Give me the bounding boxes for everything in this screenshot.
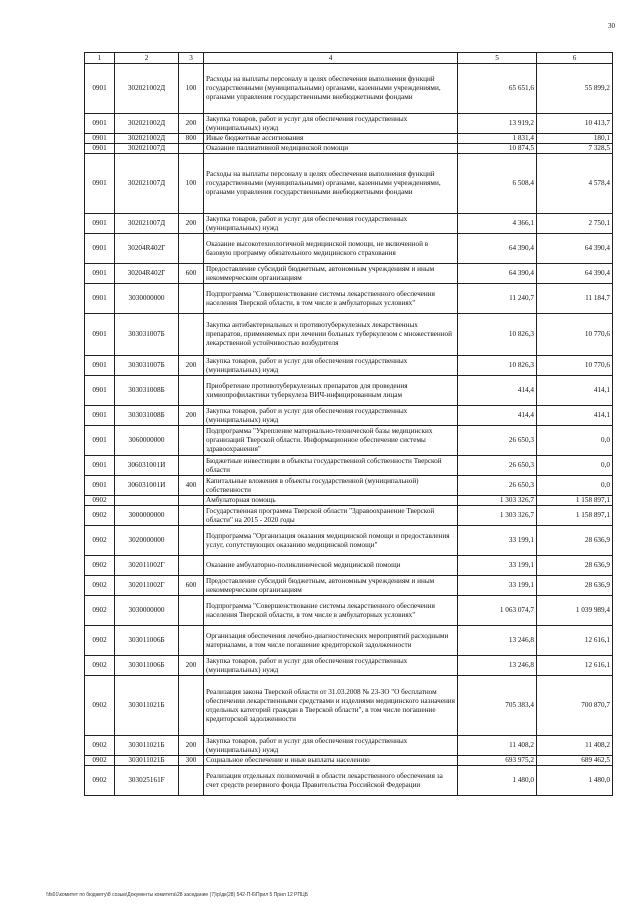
expense-type-cell: 100 bbox=[179, 154, 204, 214]
target-article-cell: 303031008Б bbox=[115, 376, 179, 406]
table-row bbox=[85, 154, 613, 214]
actual-amount-cell: 64 390,4 bbox=[537, 234, 613, 264]
table-row bbox=[85, 576, 613, 596]
plan-amount-cell: 414,4 bbox=[458, 406, 537, 426]
actual-amount-cell: 10 770,6 bbox=[537, 314, 613, 356]
column-header: 2 bbox=[115, 53, 179, 64]
section-code-cell: 0901 bbox=[85, 376, 115, 406]
section-code-cell: 0901 bbox=[85, 234, 115, 264]
plan-amount-cell: 414,4 bbox=[458, 376, 537, 406]
item-name-cell: Расходы на выплаты персоналу в целях обеспечения выполнения функций государственными (муниципальными) органами, казенными учреждениями, органами управления государственными внебюджетными фондами bbox=[204, 64, 458, 114]
table-row bbox=[85, 134, 613, 144]
expense-type-cell bbox=[179, 456, 204, 476]
target-article-cell: 303025161F bbox=[115, 766, 179, 796]
actual-amount-cell: 10 413,7 bbox=[537, 114, 613, 134]
target-article-cell: 306031001И bbox=[115, 456, 179, 476]
target-article-cell: 303031007Б bbox=[115, 314, 179, 356]
footer-file-path: \\fs01\комитет по бюджету\8 созыв\Документы комитета\28 заседание (7)\р\дк(28) 542-П-6\Прил 5 Прил 12 РПЦБ bbox=[46, 892, 309, 898]
actual-amount-cell: 12 616,1 bbox=[537, 656, 613, 676]
item-name-cell: Социальное обеспечение и иные выплаты населению bbox=[204, 756, 458, 766]
target-article-cell: 302021002Д bbox=[115, 134, 179, 144]
actual-amount-cell: 7 328,5 bbox=[537, 144, 613, 154]
plan-amount-cell: 10 826,3 bbox=[458, 314, 537, 356]
actual-amount-cell: 1 158 897,1 bbox=[537, 496, 613, 506]
plan-amount-cell: 13 919,2 bbox=[458, 114, 537, 134]
expense-type-cell: 200 bbox=[179, 356, 204, 376]
table-row bbox=[85, 496, 613, 506]
target-article-cell: 3000000000 bbox=[115, 506, 179, 526]
actual-amount-cell: 4 578,4 bbox=[537, 154, 613, 214]
expense-type-cell bbox=[179, 676, 204, 736]
budget-table bbox=[84, 52, 613, 796]
item-name-cell: Оказание паллиативной медицинской помощи bbox=[204, 144, 458, 154]
target-article-cell: 3030000000 bbox=[115, 596, 179, 626]
expense-type-cell bbox=[179, 314, 204, 356]
target-article-cell: 30204R402Г bbox=[115, 234, 179, 264]
actual-amount-cell: 28 636,9 bbox=[537, 526, 613, 556]
table-row bbox=[85, 144, 613, 154]
item-name-cell: Реализация отдельных полномочий в области лекарственного обеспечения за счет средств резервного фонда Правительства Российской Федерации bbox=[204, 766, 458, 796]
section-code-cell: 0902 bbox=[85, 496, 115, 506]
actual-amount-cell: 28 636,9 bbox=[537, 576, 613, 596]
target-article-cell: 302021007Д bbox=[115, 144, 179, 154]
actual-amount-cell: 1 158 897,1 bbox=[537, 506, 613, 526]
expense-type-cell: 600 bbox=[179, 576, 204, 596]
plan-amount-cell: 1 480,0 bbox=[458, 766, 537, 796]
expense-type-cell: 200 bbox=[179, 214, 204, 234]
target-article-cell: 303011021Б bbox=[115, 676, 179, 736]
item-name-cell: Приобретение противотуберкулезных препаратов для проведения химиопрофилактики туберкулеза ВИЧ-инфицированным лицам bbox=[204, 376, 458, 406]
page-number: 30 bbox=[608, 22, 615, 30]
target-article-cell: 302011002Г bbox=[115, 556, 179, 576]
section-code-cell: 0901 bbox=[85, 134, 115, 144]
actual-amount-cell: 180,1 bbox=[537, 134, 613, 144]
plan-amount-cell: 33 199,1 bbox=[458, 556, 537, 576]
item-name-cell: Подпрограмма "Организация оказания медицинской помощи и предоставления услуг, сопутствующих оказанию медицинской помощи" bbox=[204, 526, 458, 556]
table-row bbox=[85, 356, 613, 376]
expense-type-cell bbox=[179, 506, 204, 526]
column-header: 1 bbox=[85, 53, 115, 64]
section-code-cell: 0901 bbox=[85, 426, 115, 456]
section-code-cell: 0902 bbox=[85, 506, 115, 526]
table-row bbox=[85, 526, 613, 556]
actual-amount-cell: 10 770,6 bbox=[537, 356, 613, 376]
item-name-cell: Оказание высокотехнологичной медицинской помощи, не включенной в базовую программу обязательного медицинского страхования bbox=[204, 234, 458, 264]
actual-amount-cell: 2 750,1 bbox=[537, 214, 613, 234]
table-row bbox=[85, 596, 613, 626]
actual-amount-cell: 689 462,5 bbox=[537, 756, 613, 766]
expense-type-cell: 200 bbox=[179, 736, 204, 756]
table-row bbox=[85, 406, 613, 426]
section-code-cell: 0901 bbox=[85, 356, 115, 376]
item-name-cell: Реализация закона Тверской области от 31.03.2008 № 23-ЗО "О бесплатном обеспечении лекарственными средствами и изделиями медицинского назначения отдельных категорий граждан в Тверской области", в том числе погашение кредиторской задолженности bbox=[204, 676, 458, 736]
item-name-cell: Закупка товаров, работ и услуг для обеспечения государственных (муниципальных) нужд bbox=[204, 214, 458, 234]
plan-amount-cell: 10 826,3 bbox=[458, 356, 537, 376]
table-row bbox=[85, 756, 613, 766]
plan-amount-cell: 693 975,2 bbox=[458, 756, 537, 766]
item-name-cell: Подпрограмма "Совершенствование системы лекарственного обеспечения населения Тверской области, в том числе в амбулаторных условиях" bbox=[204, 596, 458, 626]
item-name-cell: Бюджетные инвестиции в объекты государственной собственности Тверской области bbox=[204, 456, 458, 476]
table-row bbox=[85, 766, 613, 796]
expense-type-cell bbox=[179, 766, 204, 796]
section-code-cell: 0901 bbox=[85, 476, 115, 496]
expense-type-cell: 200 bbox=[179, 656, 204, 676]
item-name-cell: Закупка товаров, работ и услуг для обеспечения государственных (муниципальных) нужд bbox=[204, 406, 458, 426]
table-row bbox=[85, 556, 613, 576]
section-code-cell: 0902 bbox=[85, 766, 115, 796]
actual-amount-cell: 28 636,9 bbox=[537, 556, 613, 576]
column-header: 6 bbox=[537, 53, 613, 64]
section-code-cell: 0902 bbox=[85, 576, 115, 596]
section-code-cell: 0901 bbox=[85, 144, 115, 154]
table-row bbox=[85, 506, 613, 526]
plan-amount-cell: 33 199,1 bbox=[458, 526, 537, 556]
expense-type-cell bbox=[179, 234, 204, 264]
target-article-cell: 302021007Д bbox=[115, 154, 179, 214]
section-code-cell: 0902 bbox=[85, 556, 115, 576]
expense-type-cell: 400 bbox=[179, 476, 204, 496]
plan-amount-cell: 10 874,5 bbox=[458, 144, 537, 154]
expense-type-cell bbox=[179, 526, 204, 556]
plan-amount-cell: 4 366,1 bbox=[458, 214, 537, 234]
section-code-cell: 0902 bbox=[85, 526, 115, 556]
table-row bbox=[85, 476, 613, 496]
target-article-cell: 30204R402Г bbox=[115, 264, 179, 284]
table-row bbox=[85, 376, 613, 406]
expense-type-cell bbox=[179, 376, 204, 406]
expense-type-cell bbox=[179, 626, 204, 656]
item-name-cell: Иные бюджетные ассигнования bbox=[204, 134, 458, 144]
plan-amount-cell: 64 390,4 bbox=[458, 264, 537, 284]
section-code-cell: 0901 bbox=[85, 456, 115, 476]
item-name-cell: Расходы на выплаты персоналу в целях обеспечения выполнения функций государственными (муниципальными) органами, казенными учреждениями, органами управления государственными внебюджетными фондами bbox=[204, 154, 458, 214]
item-name-cell: Предоставление субсидий бюджетным, автономным учреждениям и иным некоммерческим организациям bbox=[204, 576, 458, 596]
plan-amount-cell: 26 650,3 bbox=[458, 426, 537, 456]
table-row bbox=[85, 736, 613, 756]
target-article-cell: 303031007Б bbox=[115, 356, 179, 376]
table-row bbox=[85, 656, 613, 676]
table-row bbox=[85, 284, 613, 314]
expense-type-cell bbox=[179, 284, 204, 314]
table-row bbox=[85, 676, 613, 736]
target-article-cell: 302021007Д bbox=[115, 214, 179, 234]
section-code-cell: 0902 bbox=[85, 626, 115, 656]
actual-amount-cell: 700 870,7 bbox=[537, 676, 613, 736]
actual-amount-cell: 414,1 bbox=[537, 406, 613, 426]
section-code-cell: 0902 bbox=[85, 656, 115, 676]
item-name-cell: Предоставление субсидий бюджетным, автономным учреждениям и иным некоммерческим организациям bbox=[204, 264, 458, 284]
actual-amount-cell: 12 616,1 bbox=[537, 626, 613, 656]
item-name-cell: Организация обеспечения лечебно-диагностических мероприятий расходными материалами, в том числе погашение кредиторской задолженности bbox=[204, 626, 458, 656]
target-article-cell: 303011006Б bbox=[115, 656, 179, 676]
item-name-cell: Закупка товаров, работ и услуг для обеспечения государственных (муниципальных) нужд bbox=[204, 656, 458, 676]
target-article-cell bbox=[115, 496, 179, 506]
header-row bbox=[85, 53, 613, 64]
target-article-cell: 303011021Б bbox=[115, 756, 179, 766]
expense-type-cell bbox=[179, 426, 204, 456]
item-name-cell: Капитальные вложения в объекты государственной (муниципальной) собственности bbox=[204, 476, 458, 496]
expense-type-cell bbox=[179, 496, 204, 506]
table-row bbox=[85, 426, 613, 456]
expense-type-cell: 300 bbox=[179, 756, 204, 766]
actual-amount-cell: 0,0 bbox=[537, 476, 613, 496]
expense-type-cell bbox=[179, 596, 204, 626]
actual-amount-cell: 64 390,4 bbox=[537, 264, 613, 284]
target-article-cell: 3030000000 bbox=[115, 284, 179, 314]
target-article-cell: 303011006Б bbox=[115, 626, 179, 656]
table-row bbox=[85, 456, 613, 476]
plan-amount-cell: 26 650,3 bbox=[458, 476, 537, 496]
table-row bbox=[85, 64, 613, 114]
actual-amount-cell: 414,1 bbox=[537, 376, 613, 406]
section-code-cell: 0901 bbox=[85, 406, 115, 426]
section-code-cell: 0901 bbox=[85, 154, 115, 214]
plan-amount-cell: 65 651,6 bbox=[458, 64, 537, 114]
target-article-cell: 3060000000 bbox=[115, 426, 179, 456]
expense-type-cell bbox=[179, 556, 204, 576]
table-row bbox=[85, 626, 613, 656]
item-name-cell: Амбулаторная помощь bbox=[204, 496, 458, 506]
target-article-cell: 302021002Д bbox=[115, 114, 179, 134]
plan-amount-cell: 1 303 326,7 bbox=[458, 506, 537, 526]
expense-type-cell: 200 bbox=[179, 114, 204, 134]
section-code-cell: 0902 bbox=[85, 736, 115, 756]
target-article-cell: 302011002Г bbox=[115, 576, 179, 596]
section-code-cell: 0901 bbox=[85, 284, 115, 314]
plan-amount-cell: 33 199,1 bbox=[458, 576, 537, 596]
item-name-cell: Закупка антибактериальных и противотуберкулезных лекарственных препаратов, применяемых при лечении больных туберкулезом с множественной лекарственной устойчивостью возбудителя bbox=[204, 314, 458, 356]
section-code-cell: 0901 bbox=[85, 114, 115, 134]
section-code-cell: 0901 bbox=[85, 64, 115, 114]
section-code-cell: 0902 bbox=[85, 596, 115, 626]
plan-amount-cell: 705 383,4 bbox=[458, 676, 537, 736]
actual-amount-cell: 55 899,2 bbox=[537, 64, 613, 114]
plan-amount-cell: 11 408,2 bbox=[458, 736, 537, 756]
item-name-cell: Закупка товаров, работ и услуг для обеспечения государственных (муниципальных) нужд bbox=[204, 114, 458, 134]
section-code-cell: 0901 bbox=[85, 264, 115, 284]
plan-amount-cell: 13 246,8 bbox=[458, 626, 537, 656]
actual-amount-cell: 0,0 bbox=[537, 456, 613, 476]
plan-amount-cell: 1 303 326,7 bbox=[458, 496, 537, 506]
expense-type-cell: 100 bbox=[179, 64, 204, 114]
section-code-cell: 0901 bbox=[85, 214, 115, 234]
item-name-cell: Закупка товаров, работ и услуг для обеспечения государственных (муниципальных) нужд bbox=[204, 356, 458, 376]
table-row bbox=[85, 214, 613, 234]
column-header: 5 bbox=[458, 53, 537, 64]
target-article-cell: 303031008Б bbox=[115, 406, 179, 426]
column-header: 3 bbox=[179, 53, 204, 64]
target-article-cell: 302021002Д bbox=[115, 64, 179, 114]
item-name-cell: Оказание амбулаторно-поликлинической медицинской помощи bbox=[204, 556, 458, 576]
item-name-cell: Государственная программа Тверской области "Здравоохранение Тверской области" на 2015 - 2020 годы bbox=[204, 506, 458, 526]
item-name-cell: Подпрограмма "Укрепление материально-технической базы медицинских организаций Тверской области. Информационное обеспечение системы здравоохранения" bbox=[204, 426, 458, 456]
actual-amount-cell: 1 480,0 bbox=[537, 766, 613, 796]
section-code-cell: 0902 bbox=[85, 756, 115, 766]
table-row bbox=[85, 234, 613, 264]
plan-amount-cell: 1 831,4 bbox=[458, 134, 537, 144]
actual-amount-cell: 11 184,7 bbox=[537, 284, 613, 314]
actual-amount-cell: 0,0 bbox=[537, 426, 613, 456]
plan-amount-cell: 26 650,3 bbox=[458, 456, 537, 476]
item-name-cell: Подпрограмма "Совершенствование системы лекарственного обеспечения населения Тверской области, в том числе в амбулаторных условиях" bbox=[204, 284, 458, 314]
table-row bbox=[85, 264, 613, 284]
section-code-cell: 0902 bbox=[85, 676, 115, 736]
target-article-cell: 303011021Б bbox=[115, 736, 179, 756]
plan-amount-cell: 6 508,4 bbox=[458, 154, 537, 214]
expense-type-cell bbox=[179, 144, 204, 154]
plan-amount-cell: 64 390,4 bbox=[458, 234, 537, 264]
column-header: 4 bbox=[204, 53, 458, 64]
expense-type-cell: 600 bbox=[179, 264, 204, 284]
plan-amount-cell: 13 246,8 bbox=[458, 656, 537, 676]
plan-amount-cell: 1 063 074,7 bbox=[458, 596, 537, 626]
actual-amount-cell: 1 039 989,4 bbox=[537, 596, 613, 626]
target-article-cell: 306031001И bbox=[115, 476, 179, 496]
table-row bbox=[85, 314, 613, 356]
table-row bbox=[85, 114, 613, 134]
actual-amount-cell: 11 408,2 bbox=[537, 736, 613, 756]
expense-type-cell: 200 bbox=[179, 406, 204, 426]
item-name-cell: Закупка товаров, работ и услуг для обеспечения государственных (муниципальных) нужд bbox=[204, 736, 458, 756]
section-code-cell: 0901 bbox=[85, 314, 115, 356]
expense-type-cell: 800 bbox=[179, 134, 204, 144]
target-article-cell: 3020000000 bbox=[115, 526, 179, 556]
plan-amount-cell: 11 240,7 bbox=[458, 284, 537, 314]
